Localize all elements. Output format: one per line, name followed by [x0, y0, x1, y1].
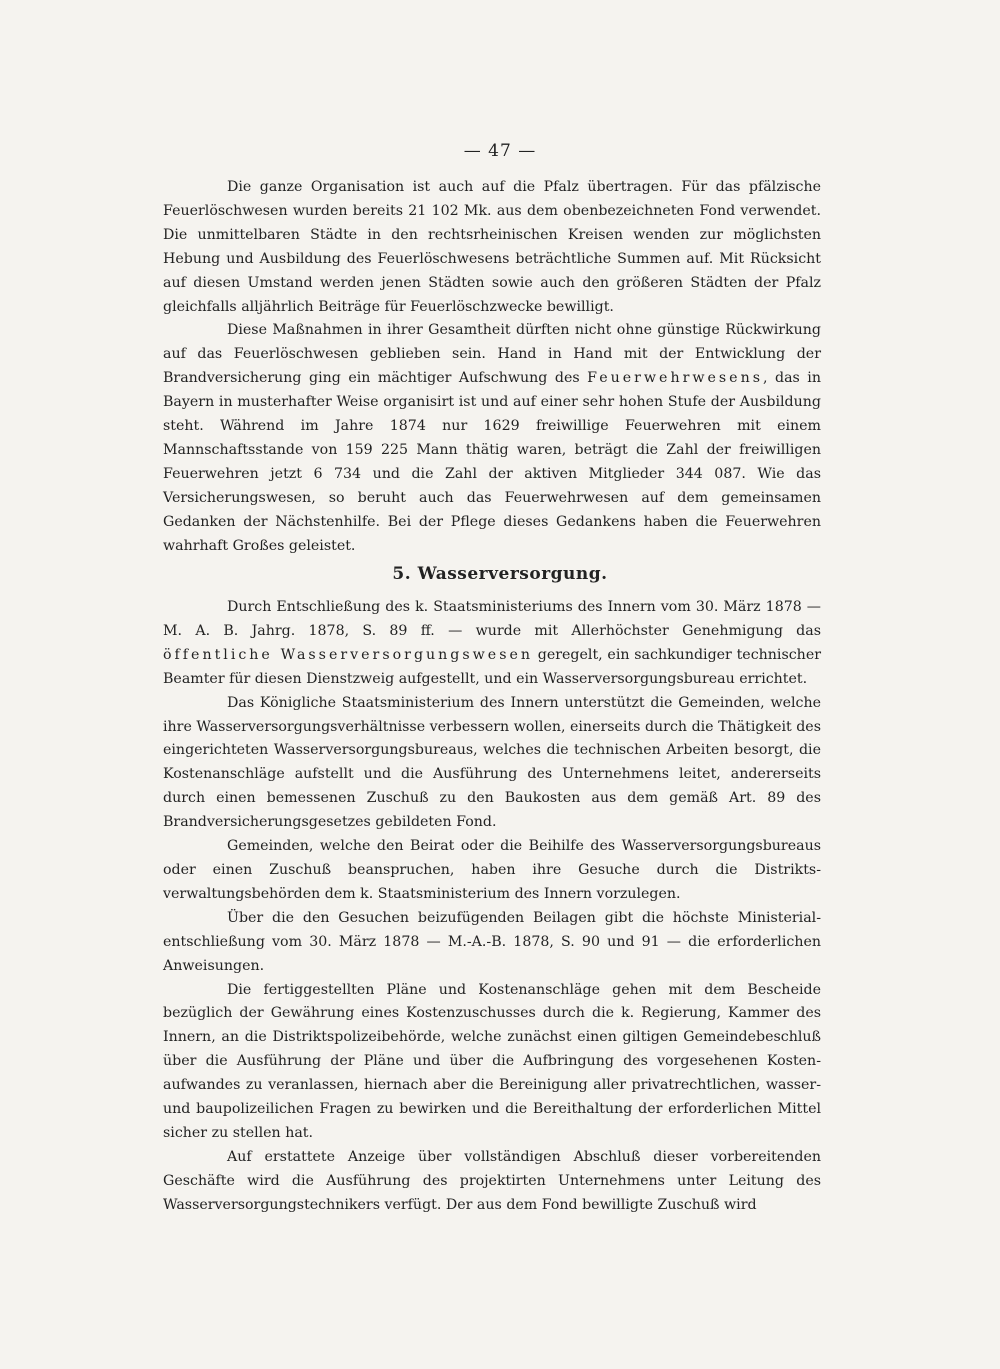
- page-number: — 47 —: [463, 141, 537, 161]
- paragraph: [163, 596, 821, 692]
- section-heading: 5. Wasserversorgung.: [392, 564, 608, 584]
- spaced-emphasis: Feuerwehrwesens: [587, 370, 763, 387]
- text-run: geregelt, ein sachkundiger technischer Beamter für diesen Dienstzweig aufgestellt, und ein Wasserversorgungsbureau errichtet.: [163, 646, 821, 687]
- paragraph: Das Königliche Staatsministerium des Innern unterstützt die Gemeinden, welche ihre Wasserversorgungsverhältnisse verbessern wollen, einerseits durch die Thätigkeit des eingerichteten Wasserversorgungsbureaus, welches die technischen Arbeiten besorgt, die Kostenanschläge aufstellt und die Ausführung des Unternehmens leitet, andererseits durch einen bemessenen Zuschuß zu den Baukosten aus dem gemäß Art. 89 des Brandversicherungsgesetzes gebildeten Fond.: [163, 694, 821, 831]
- paragraph: Auf erstattete Anzeige über vollständigen Abschluß dieser vorbereitenden Geschäfte wird die Ausführung des projektirten Unternehmens unter Leitung des Wasserversorgungstechnikers verfügt. Der aus dem Fond bewilligte Zuschuß wird: [163, 1148, 821, 1213]
- paragraph: Die fertiggestellten Pläne und Kostenanschläge gehen mit dem Bescheide bezüglich der Gewährung eines Kostenzuschusses durch die k. Regierung, Kammer des Innern, an die Distriktspolizeibehörde, welche zunächst einen giltigen Gemeindebeschluß über die Ausführung der Pläne und über die Aufbringung des vorgesehenen Kostenaufwandes zu veranlassen, hiernach aber die Bereinigung aller privatrechtlichen, wasser- und baupolizeilichen Fragen zu bewirken und die Bereithaltung der erforderlichen Mittel sicher zu stellen hat.: [163, 981, 821, 1141]
- text-block-wasserversorgung: [163, 596, 821, 1218]
- paragraph: [163, 319, 821, 558]
- text-run: Diese Maßnahmen in ihrer Gesamtheit dürften nicht ohne günstige Rückwirkung auf das Feuerlöschwesen geblieben sein. Hand in Hand mit der Entwicklung der Brandversicherung ging ein mächtiger Aufschwung des: [163, 322, 821, 387]
- spaced-emphasis: öffentliche Wasserversorgungswesen: [163, 646, 534, 663]
- text-run: , das in Bayern in musterhafter Weise organisirt ist und auf einer sehr hohen Stufe der Ausbildung steht. Während im Jahre 1874 nur 1629 freiwillige Feuerwehren mit einem Mannschaftsstande von 159 225 Mann thätig waren, beträgt die Zahl der freiwilligen Feuerwehren jetzt 6 734 und die Zahl der aktiven Mitglieder 344 087. Wie das Versicherungswesen, so beruht auch das Feuerwehrwesen auf dem gemeinsamen Gedanken der Nächstenhilfe. Bei der Pflege dieses Gedankens haben die Feuerwehren wahrhaft Großes geleistet.: [163, 370, 821, 554]
- paragraph: Über die den Gesuchen beizufügenden Beilagen gibt die höchste Ministerialentschließung vom 30. März 1878 — M.-A.-B. 1878, S. 90 und 91 — die erforderlichen Anweisungen.: [163, 909, 821, 974]
- paragraph: Gemeinden, welche den Beirat oder die Beihilfe des Wasserversorgungsbureaus oder einen Zuschuß beanspruchen, haben ihre Gesuche durch die Distriktsverwaltungsbehörden dem k. Staatsministerium des Innern vorzulegen.: [163, 838, 821, 902]
- text-run: Durch Entschließung des k. Staatsministeriums des Innern vom 30. März 1878 — M. A. B. Jahrg. 1878, S. 89 ff. — wurde mit Allerhöchster Genehmigung das: [163, 599, 821, 639]
- paragraph: Die ganze Organisation ist auch auf die Pfalz übertragen. Für das pfälzische Feuerlöschwesen wurden bereits 21 102 Mk. aus dem obenbezeichneten Fond verwendet. Die unmittelbaren Städte in den rechtsrheinischen Kreisen wenden zur möglichsten Hebung und Ausbildung des Feuerlöschwesens beträchtliche Summen auf. Mit Rücksicht auf diesen Umstand werden jenen Städten sowie auch den größeren Städten der Pfalz gleichfalls alljährlich Beiträge für Feuerlöschzwecke bewilligt.: [163, 179, 821, 315]
- text-block-feuerloeschwesen: [163, 176, 821, 559]
